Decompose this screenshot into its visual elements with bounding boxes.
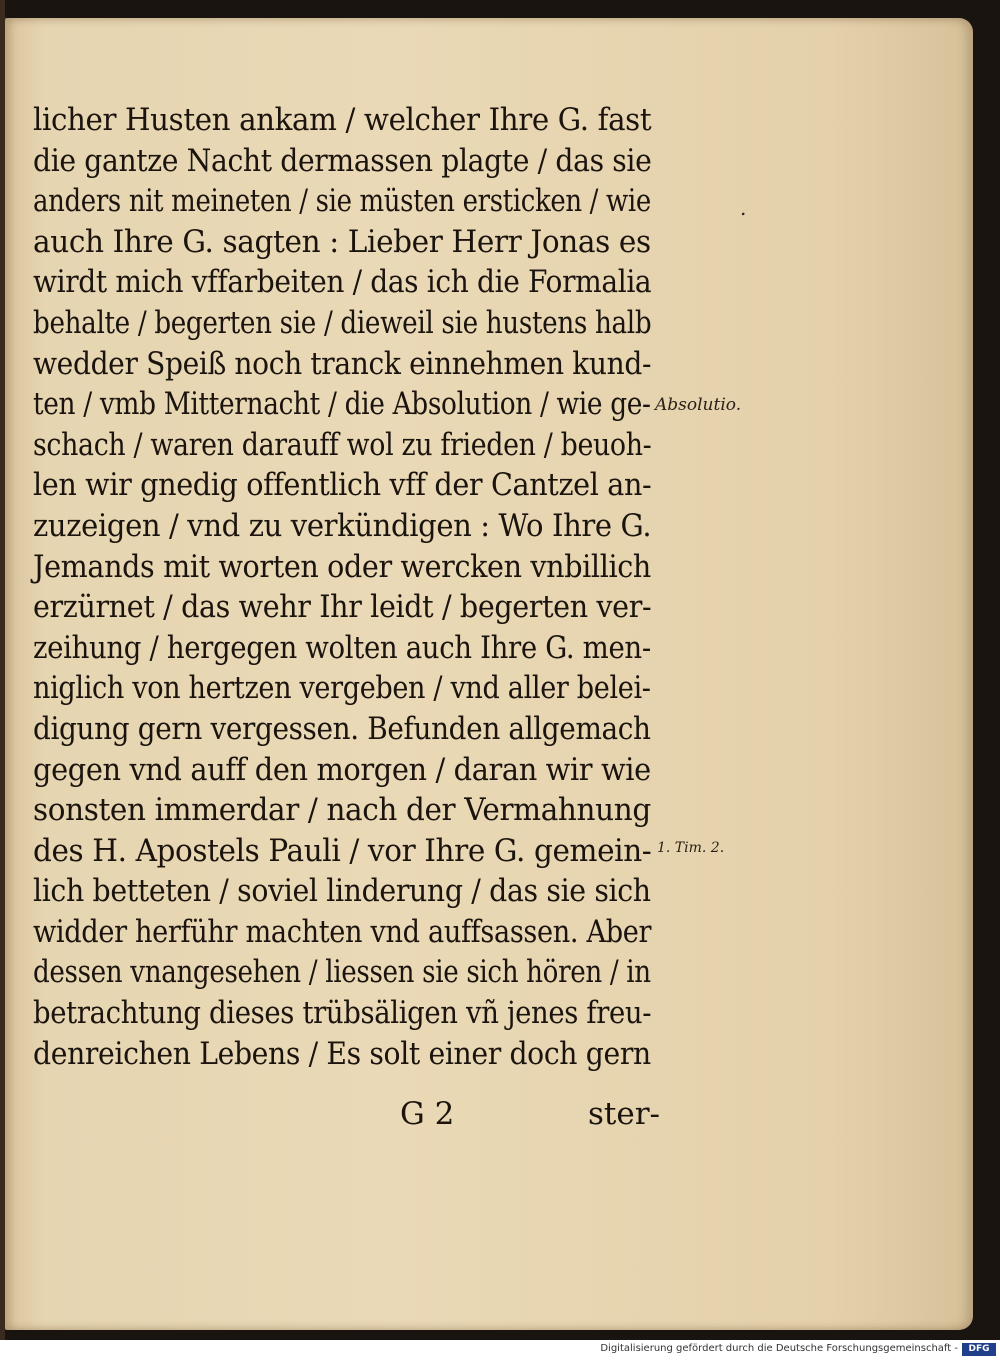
margin-note-absolutio: Absolutio. — [655, 395, 742, 415]
text-line: digung gern vergessen. Befunden allgemach — [33, 710, 651, 747]
book-page — [5, 18, 973, 1330]
text-line: anders nit meineten / sie müsten ersticken / wie — [33, 183, 651, 220]
text-line: des H. Apostels Pauli / vor Ihre G. gemein- — [33, 832, 652, 869]
text-line: wirdt mich vffarbeiten / das ich die Formalia — [33, 264, 652, 301]
text-line: die gantze Nacht dermassen plagte / das sie — [33, 142, 652, 179]
text-line: zeihung / hergegen wolten auch Ihre G. men- — [33, 629, 651, 666]
text-line: wedder Speiß noch tranck einnehmen kund- — [33, 345, 652, 382]
funding-footer — [0, 1340, 1000, 1360]
text-line: schach / waren darauff wol zu frieden / beuoh- — [33, 426, 652, 463]
text-line: gegen vnd auff den morgen / daran wir wie — [33, 751, 651, 788]
text-line: zuzeigen / vnd zu verkündigen : Wo Ihre G. — [33, 507, 652, 544]
text-line: behalte / begerten sie / dieweil sie hustens halb — [33, 304, 652, 341]
body-text — [33, 100, 673, 1074]
margin-note-tim: 1. Tim. 2. — [657, 840, 725, 856]
stray-mark: . — [740, 196, 747, 220]
text-line: betrachtung dieses trübsäligen vñ jenes freu- — [33, 995, 652, 1032]
text-line: niglich von hertzen vergeben / vnd aller belei- — [33, 670, 651, 707]
funding-text: Digitalisierung gefördert durch die Deutsche Forschungsgemeinschaft - — [600, 1343, 958, 1354]
text-line: Jemands mit worten oder wercken vnbillich — [33, 548, 651, 585]
text-line: auch Ihre G. sagten : Lieber Herr Jonas es — [33, 223, 651, 260]
catchword: ster- — [588, 1096, 661, 1132]
text-line: sonsten immerdar / nach der Vermahnung — [33, 792, 651, 829]
text-line: erzürnet / das wehr Ihr leidt / begerten ver- — [33, 589, 652, 626]
page-footer-line — [400, 1096, 700, 1136]
signature-mark: G 2 — [400, 1096, 455, 1132]
text-line: dessen vnangesehen / liessen sie sich hören / in — [33, 954, 651, 991]
text-line: widder herführ machten vnd auffsassen. Aber — [33, 913, 652, 950]
text-line: len wir gnedig offentlich vff der Cantzel an- — [33, 467, 652, 504]
text-line: lich betteten / soviel linderung / das sie sich — [33, 873, 651, 910]
dfg-logo: DFG — [962, 1343, 996, 1356]
text-line: ten / vmb Mitternacht / die Absolution / wie ge- — [33, 386, 651, 423]
text-line: denreichen Lebens / Es solt einer doch gern — [33, 1035, 651, 1072]
text-line: licher Husten ankam / welcher Ihre G. fast — [33, 102, 652, 138]
